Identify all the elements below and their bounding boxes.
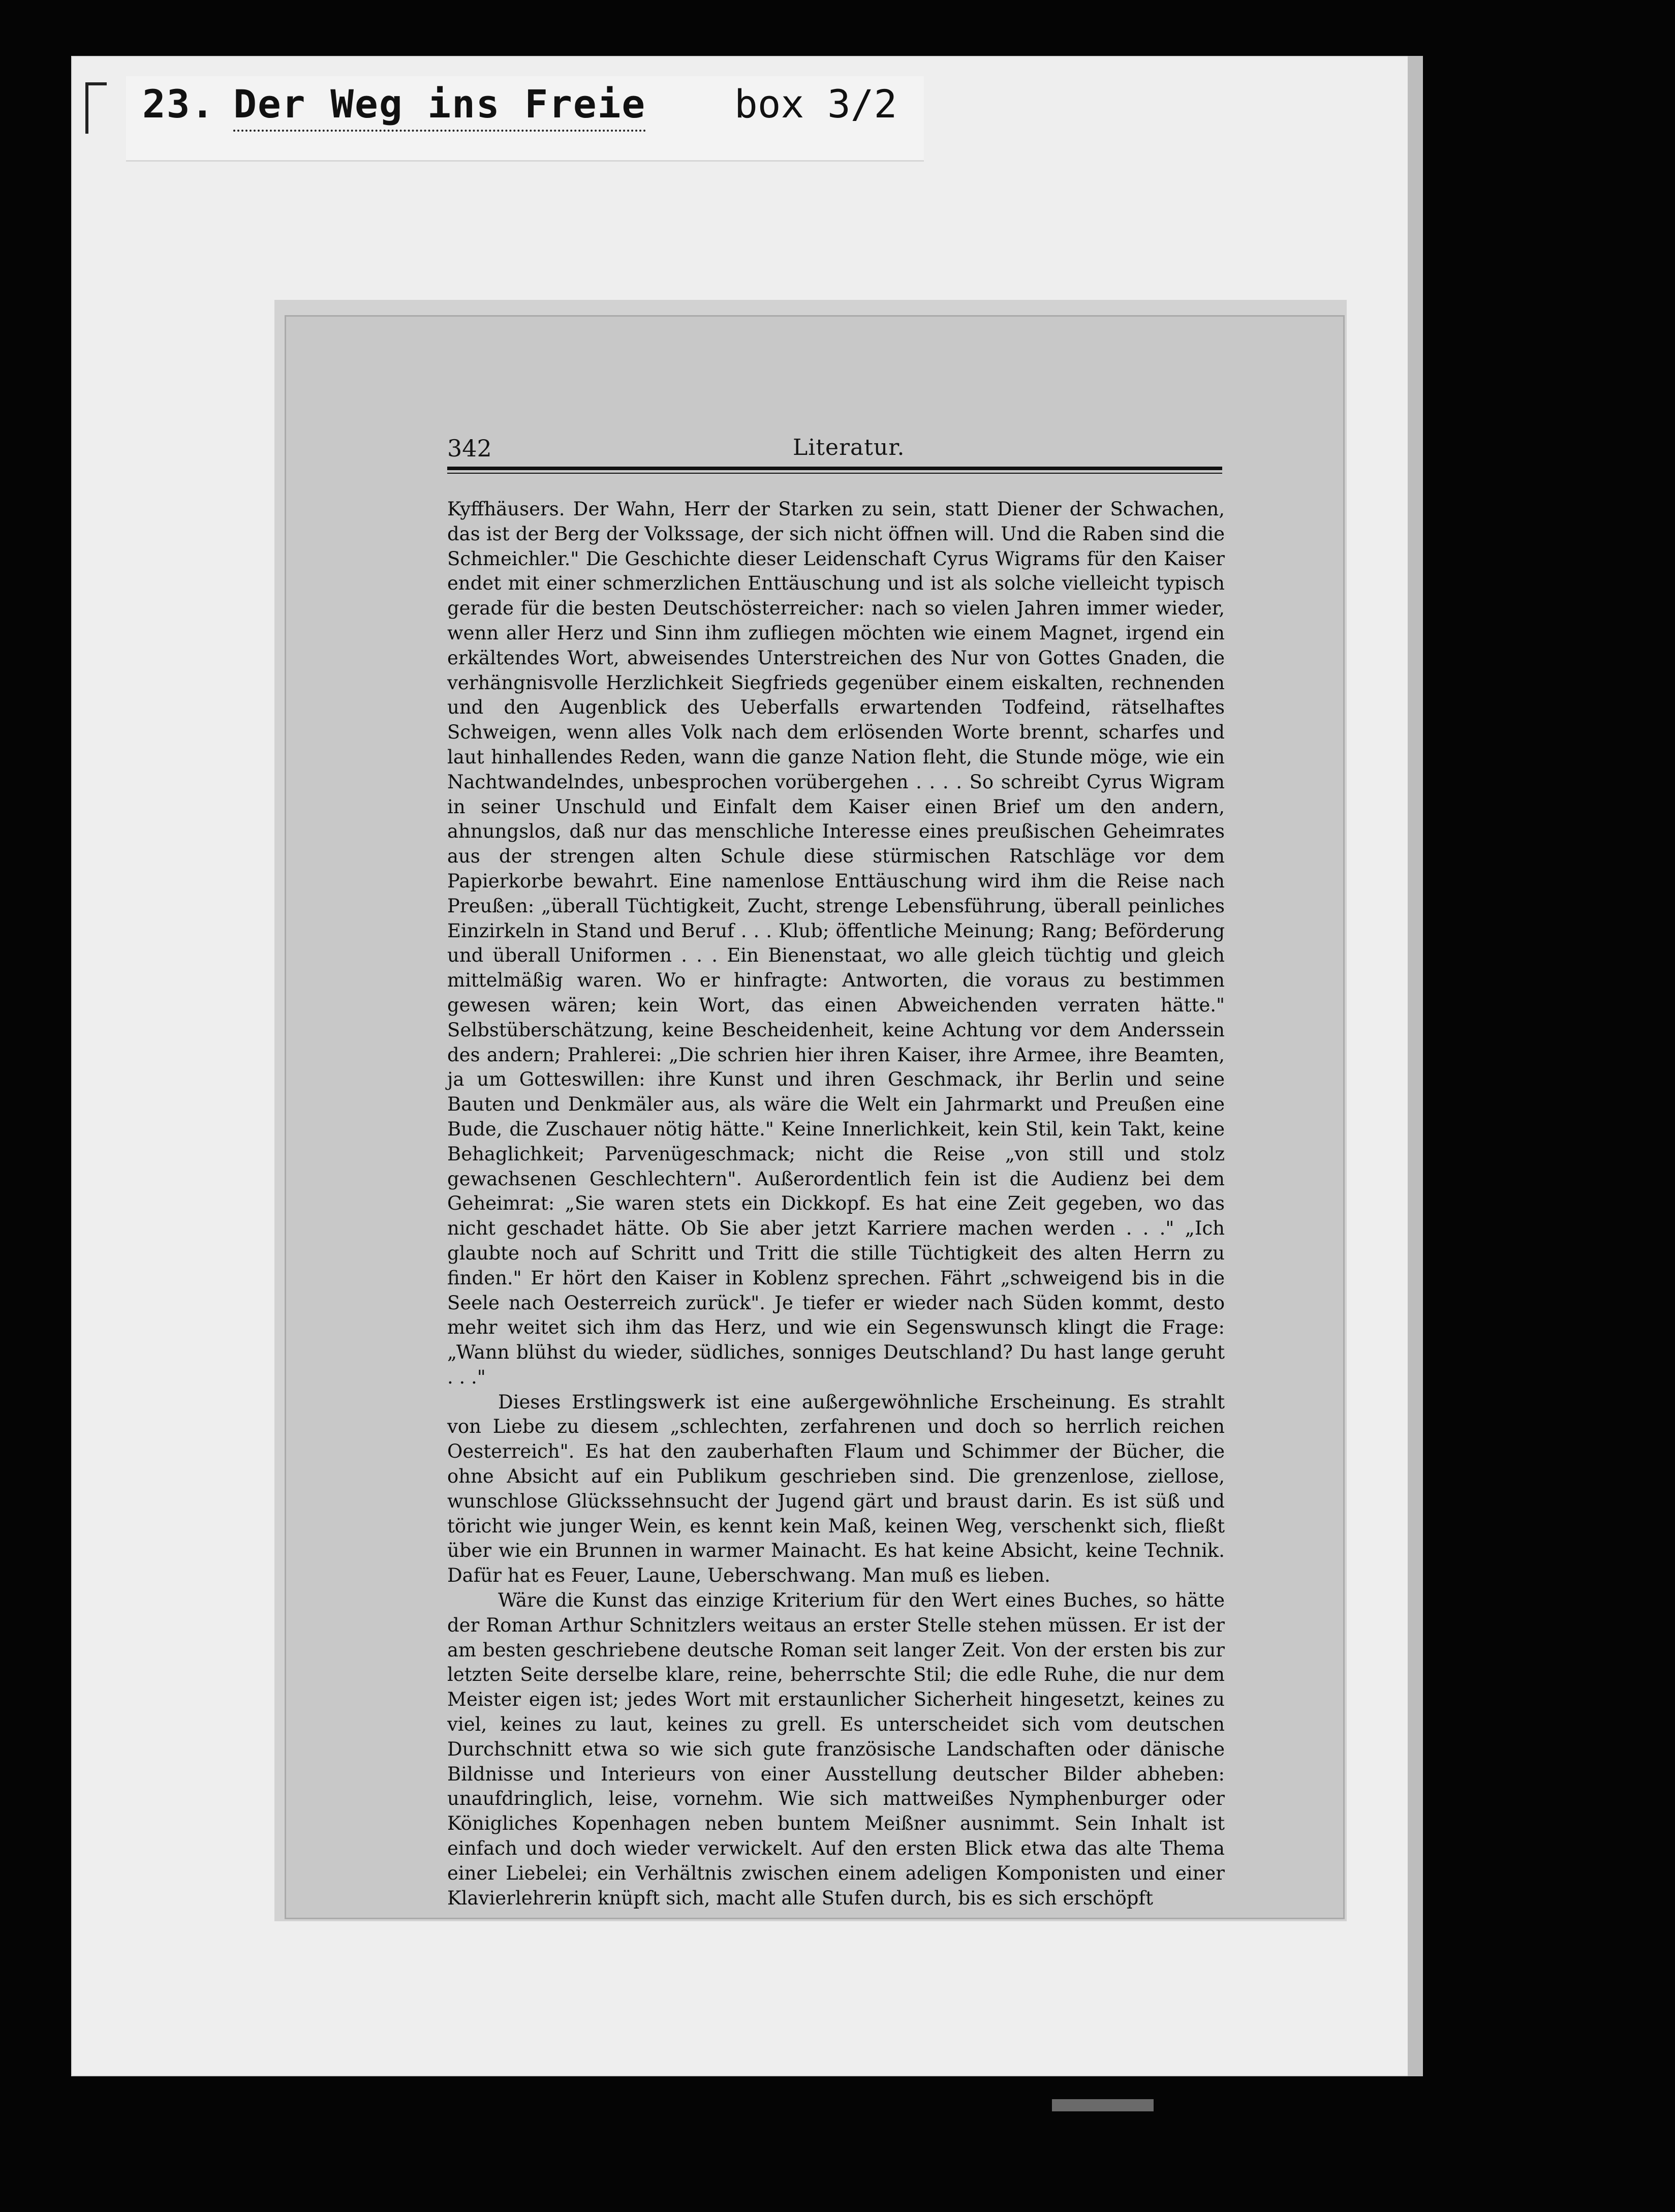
board-edge <box>1408 56 1423 2076</box>
corner-mark <box>85 82 107 134</box>
header-rule-thin <box>447 473 1222 474</box>
tape-mark <box>1052 2099 1154 2111</box>
box-reference: box 3/2 <box>734 81 897 127</box>
article-body <box>447 497 1225 1911</box>
running-head: Literatur. <box>793 435 905 460</box>
header-rule <box>447 467 1222 470</box>
paragraph-1: Kyffhäusers. Der Wahn, Herr der Starken zu sein, statt Diener der Schwachen, das ist der Berg der Volkssage, der sich nicht öffnen will. Und die Raben sind die Schmeichler." Die Geschichte dieser Leidenschaft Cyrus Wigrams für den Kaiser endet mit einer schmerzlichen Enttäuschung und ist als solche vielleicht typisch gerade für die besten Deutschösterreicher: nach so vielen Jahren immer wieder, wenn aller Herz und Sinn ihm zufliegen möchten wie einem Magnet, irgend ein erkältendes Wort, abweisendes Unterstreichen des Nur von Gottes Gnaden, die verhängnisvolle Herzlichkeit Siegfrieds gegenüber einem eiskalten, rechnenden und den Augenblick des Ueberfalls erwartenden Todfeind, rätselhaftes Schweigen, wenn alles Volk nach dem erlösenden Worte brennt, scharfes und laut hinhallendes Reden, wann die ganze Nation fleht, die Stunde möge, wie ein Nachtwandelndes, unbesprochen vorübergehen . . . . So schreibt Cyrus Wigram in seiner Unschuld und Einfalt dem Kaiser einen Brief um den andern, ahnungslos, daß nur das menschliche Interesse eines preußischen Geheimrates aus der strengen alten Schule diese stürmischen Ratschläge vor dem Papierkorbe bewahrt. Eine namenlose Enttäuschung wird ihm die Reise nach Preußen: „überall Tüchtigkeit, Zucht, strenge Lebensführung, überall peinliches Einzirkeln in Stand und Beruf . . . Klub; öffentliche Meinung; Rang; Beförderung und überall Uniformen . . . Ein Bienenstaat, wo alle gleich tüchtig und gleich mittelmäßig waren. Wo er hinfragte: Antworten, die voraus zu bestimmen gewesen wären; kein Wort, das einen Abweichenden verraten hätte." Selbstüberschätzung, keine Bescheidenheit, keine Achtung vor dem Anderssein des andern; Prahlerei: „Die schrien hier ihren Kaiser, ihre Armee, ihre Beamten, ja um Gotteswillen: ihre Kunst und ihren Geschmack, ihr Berlin und seine Bauten und Denkmäler aus, als wäre die Welt ein Jahrmarkt und Preußen eine Bude, die Zuschauer nötig hätte." Keine Innerlichkeit, kein Stil, kein Takt, keine Behaglichkeit; Parvenügeschmack; nicht die Reise „von still und stolz gewachsenen Geschlechtern". Außerordentlich fein ist die Audienz bei dem Geheimrat: „Sie waren stets ein Dickkopf. Es hat eine Zeit gegeben, wo das nicht geschadet hätte. Ob Sie aber jetzt Karriere machen werden . . ." „Ich glaubte noch auf Schritt und Tritt die stille Tüchtigkeit des alten Herrn zu finden." Er hört den Kaiser in Koblenz sprechen. Fährt „schweigend bis in die Seele nach Oesterreich zurück". Je tiefer er wieder nach Süden kommt, desto mehr weitet sich ihm das Herz, und wie ein Segenswunsch klingt die Frage: „Wann blühst du wieder, südliches, sonniges Deutschland? Du hast lange geruht . . ." <box>447 498 1225 1388</box>
archive-number: 23. <box>142 81 215 127</box>
paragraph-2: Dieses Erstlingswerk ist eine außergewöhnliche Erscheinung. Es strahlt von Liebe zu diesem „schlechten, zerfahrenen und doch so herrlich reichen Oesterreich". Es hat den zauberhaften Flaum und Schimmer der Bücher, die ohne Absicht auf ein Publikum geschrieben sind. Die grenzenlose, ziellose, wunschlose Glückssehnsucht der Jugend gärt und braust darin. Es ist süß und töricht wie junger Wein, es kennt kein Maß, keinen Weg, verschenkt sich, fließt über wie ein Brunnen in warmer Mainacht. Es hat keine Absicht, keine Technik. Dafür hat es Feuer, Laune, Ueberschwang. Man muß es lieben. <box>447 1391 1225 1587</box>
archive-label <box>142 81 646 127</box>
paragraph-3: Wäre die Kunst das einzige Kriterium für den Wert eines Buches, so hätte der Roman Arthur Schnitzlers weitaus an erster Stelle stehen müssen. Er ist der am besten geschriebene deutsche Roman seit langer Zeit. Von der ersten bis zur letzten Seite derselbe klare, reine, beherrschte Stil; die edle Ruhe, die nur dem Meister eigen ist; jedes Wort mit erstaunlicher Sicherheit hingesetzt, keines zu viel, keines zu laut, keines zu grell. Es unterscheidet sich vom deutschen Durchschnitt etwa so wie sich gute französische Landschaften oder dänische Bildnisse und Interieurs von einer Ausstellung deutscher Bilder abheben: unaufdringlich, leise, vornehm. Wie sich mattweißes Nymphenburger oder Königliches Kopenhagen neben buntem Meißner ausnimmt. Sein Inhalt ist einfach und doch wieder verwickelt. Auf den ersten Blick etwa das alte Thema einer Liebelei; ein Verhältnis zwischen einem adeligen Komponisten und einer Klavierlehrerin knüpft sich, macht alle Stufen durch, bis es sich erschöpft <box>447 1589 1225 1909</box>
page-number: 342 <box>447 435 492 462</box>
work-title: Der Weg ins Freie <box>233 81 646 132</box>
